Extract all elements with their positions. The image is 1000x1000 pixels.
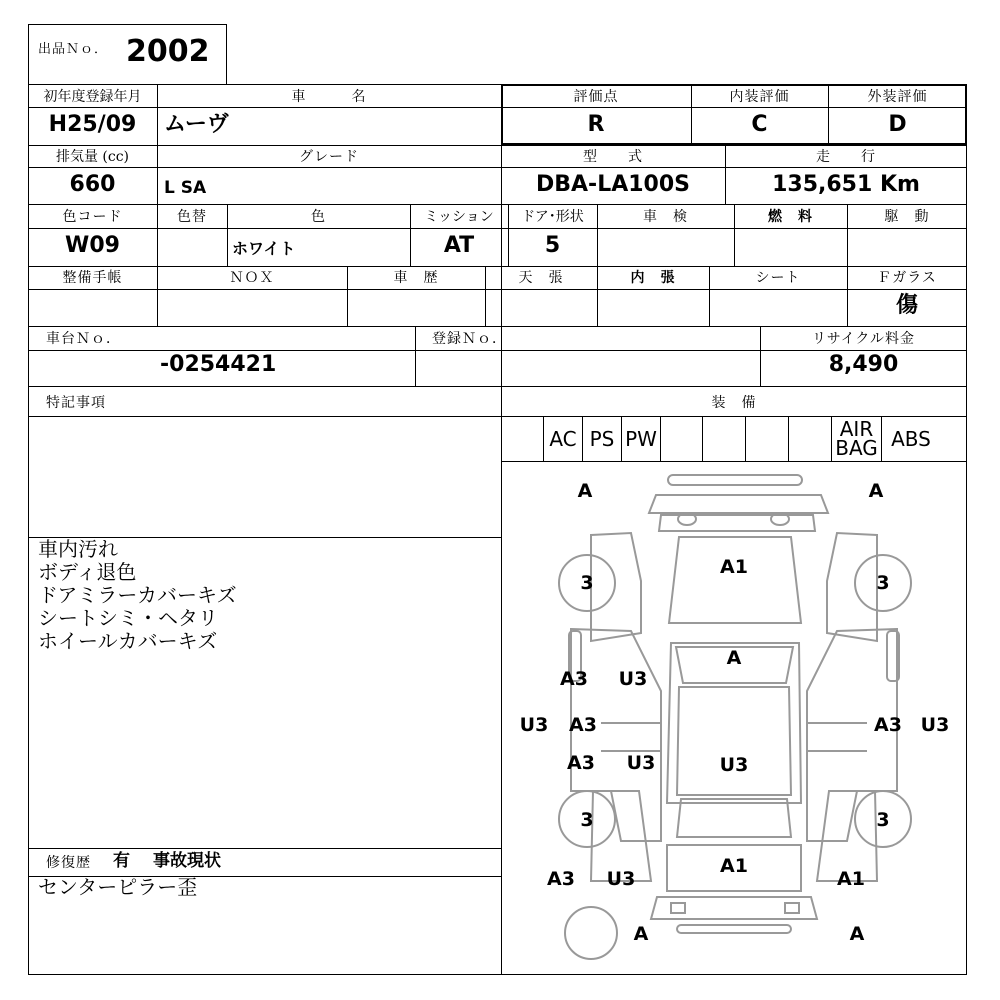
mark-roof: U3 — [719, 754, 749, 776]
mark-windshield: A — [726, 647, 742, 669]
note-line: ドアミラーカバーキズ — [38, 583, 237, 607]
exterior-label: 外装評価 — [867, 89, 928, 105]
accident-label: 事故現状 — [153, 851, 221, 871]
fglass-value: 傷 — [895, 293, 918, 318]
equipment-cell — [789, 416, 832, 461]
doors-value: 5 — [544, 233, 561, 258]
model-label: 型 式 — [583, 149, 643, 165]
notes-label: 特記事項 — [46, 395, 106, 411]
grade-value: L SA — [164, 178, 207, 198]
equipment-cell: AIR BAG — [832, 416, 882, 461]
equipment-cell — [746, 416, 789, 461]
displacement-label: 排気量 (cc) — [55, 149, 130, 165]
recycle-label: リサイクル料金 — [811, 331, 916, 347]
note-line: シートシミ・ヘタリ — [38, 606, 218, 630]
car-name-value: ムーヴ — [164, 112, 229, 137]
reg-no-label: 登録Ｎｏ． — [432, 331, 507, 347]
score-label: 評価点 — [573, 89, 619, 105]
note-line: 車内汚れ — [38, 537, 118, 561]
color-value: ホワイト — [232, 239, 296, 258]
mark-wheel-fr: 3 — [876, 572, 890, 594]
nox-label: ＮＯＸ — [229, 270, 275, 286]
grade-label: グレード — [299, 149, 359, 165]
equipment-label: 装 備 — [711, 395, 757, 411]
lot-number: 2002 — [126, 34, 210, 69]
reg-date-label: 初年度登録年月 — [43, 89, 142, 105]
reg-date-value: H25/09 — [48, 112, 137, 137]
history-label: 車 歴 — [393, 270, 439, 286]
repair-label: 修復歴 — [46, 855, 91, 871]
mark-wheel-rl: 3 — [580, 809, 594, 831]
car-name-label: 車 名 — [291, 89, 367, 105]
fglass-label: Ｆガラス — [877, 270, 937, 286]
color-code-label: 色コード — [62, 209, 123, 225]
mark-rear-right-corner: A — [849, 923, 865, 945]
equipment-cell — [501, 416, 544, 461]
mark-front-right: A — [868, 480, 884, 502]
transmission-value: AT — [443, 233, 475, 258]
equipment-cell — [703, 416, 746, 461]
drive-label: 駆 動 — [884, 209, 930, 225]
inner-trim-label: 内 張 — [630, 270, 676, 286]
equipment-cell: AC — [544, 416, 583, 461]
lot-number-label: 出品Ｎｏ． — [38, 42, 109, 57]
mark-rear-left-a3: A3 — [547, 868, 575, 890]
mark-left-a3-low: A3 — [567, 752, 595, 774]
equipment-row — [501, 416, 967, 461]
mark-trunk: A1 — [720, 855, 748, 877]
equipment-cell: PS — [583, 416, 622, 461]
equipment-cell: ABS — [891, 426, 931, 451]
score-value: R — [587, 112, 605, 137]
mark-left-u3-top: U3 — [618, 668, 648, 690]
recycle-value: 8,490 — [828, 352, 899, 377]
mark-rear-left-u3: U3 — [606, 868, 636, 890]
mark-rear-right: A1 — [837, 868, 865, 890]
mark-left-a3-mid: A3 — [569, 714, 597, 736]
service-book-label: 整備手帳 — [62, 270, 123, 286]
mark-front-left: A — [577, 480, 593, 502]
color-change-label: 色替 — [177, 209, 207, 225]
color-code-value: W09 — [65, 233, 120, 258]
note-line: ホイールカバーキズ — [38, 629, 218, 653]
inspection-label: 車 検 — [643, 209, 688, 225]
chassis-label: 車台Ｎｏ． — [46, 331, 121, 347]
mark-wheel-fl: 3 — [580, 572, 594, 594]
exterior-value: D — [888, 112, 907, 137]
color-label: 色 — [311, 209, 326, 225]
displacement-value: 660 — [69, 172, 116, 197]
equipment-cell: PW — [622, 416, 661, 461]
doors-label: ドア･形状 — [521, 209, 584, 225]
mark-rear-bumper: A — [633, 923, 649, 945]
mark-left-u3-outer: U3 — [519, 714, 549, 736]
note-line: ボディ退色 — [38, 560, 137, 584]
mark-hood: A1 — [720, 556, 748, 578]
mileage-value: 135,651 Km — [772, 172, 920, 197]
mark-left-u3-low: U3 — [626, 752, 656, 774]
repair-value: 有 — [113, 851, 130, 871]
mark-wheel-rr: 3 — [876, 809, 890, 831]
transmission-label: ミッション — [424, 209, 494, 225]
seat-label: シート — [755, 270, 801, 286]
mark-left-a3-top: A3 — [560, 668, 588, 690]
interior-label: 内装評価 — [729, 89, 790, 105]
mark-right-u3: U3 — [920, 714, 950, 736]
equipment-cell — [661, 416, 703, 461]
fuel-label: 燃 料 — [768, 209, 813, 225]
repair-note: センターピラー歪 — [38, 875, 198, 899]
ceiling-label: 天 張 — [518, 270, 564, 286]
mileage-label: 走 行 — [816, 149, 876, 165]
interior-value: C — [751, 112, 768, 137]
mark-right-a3: A3 — [874, 714, 902, 736]
chassis-value: -0254421 — [160, 352, 277, 377]
model-value: DBA-LA100S — [536, 172, 690, 197]
